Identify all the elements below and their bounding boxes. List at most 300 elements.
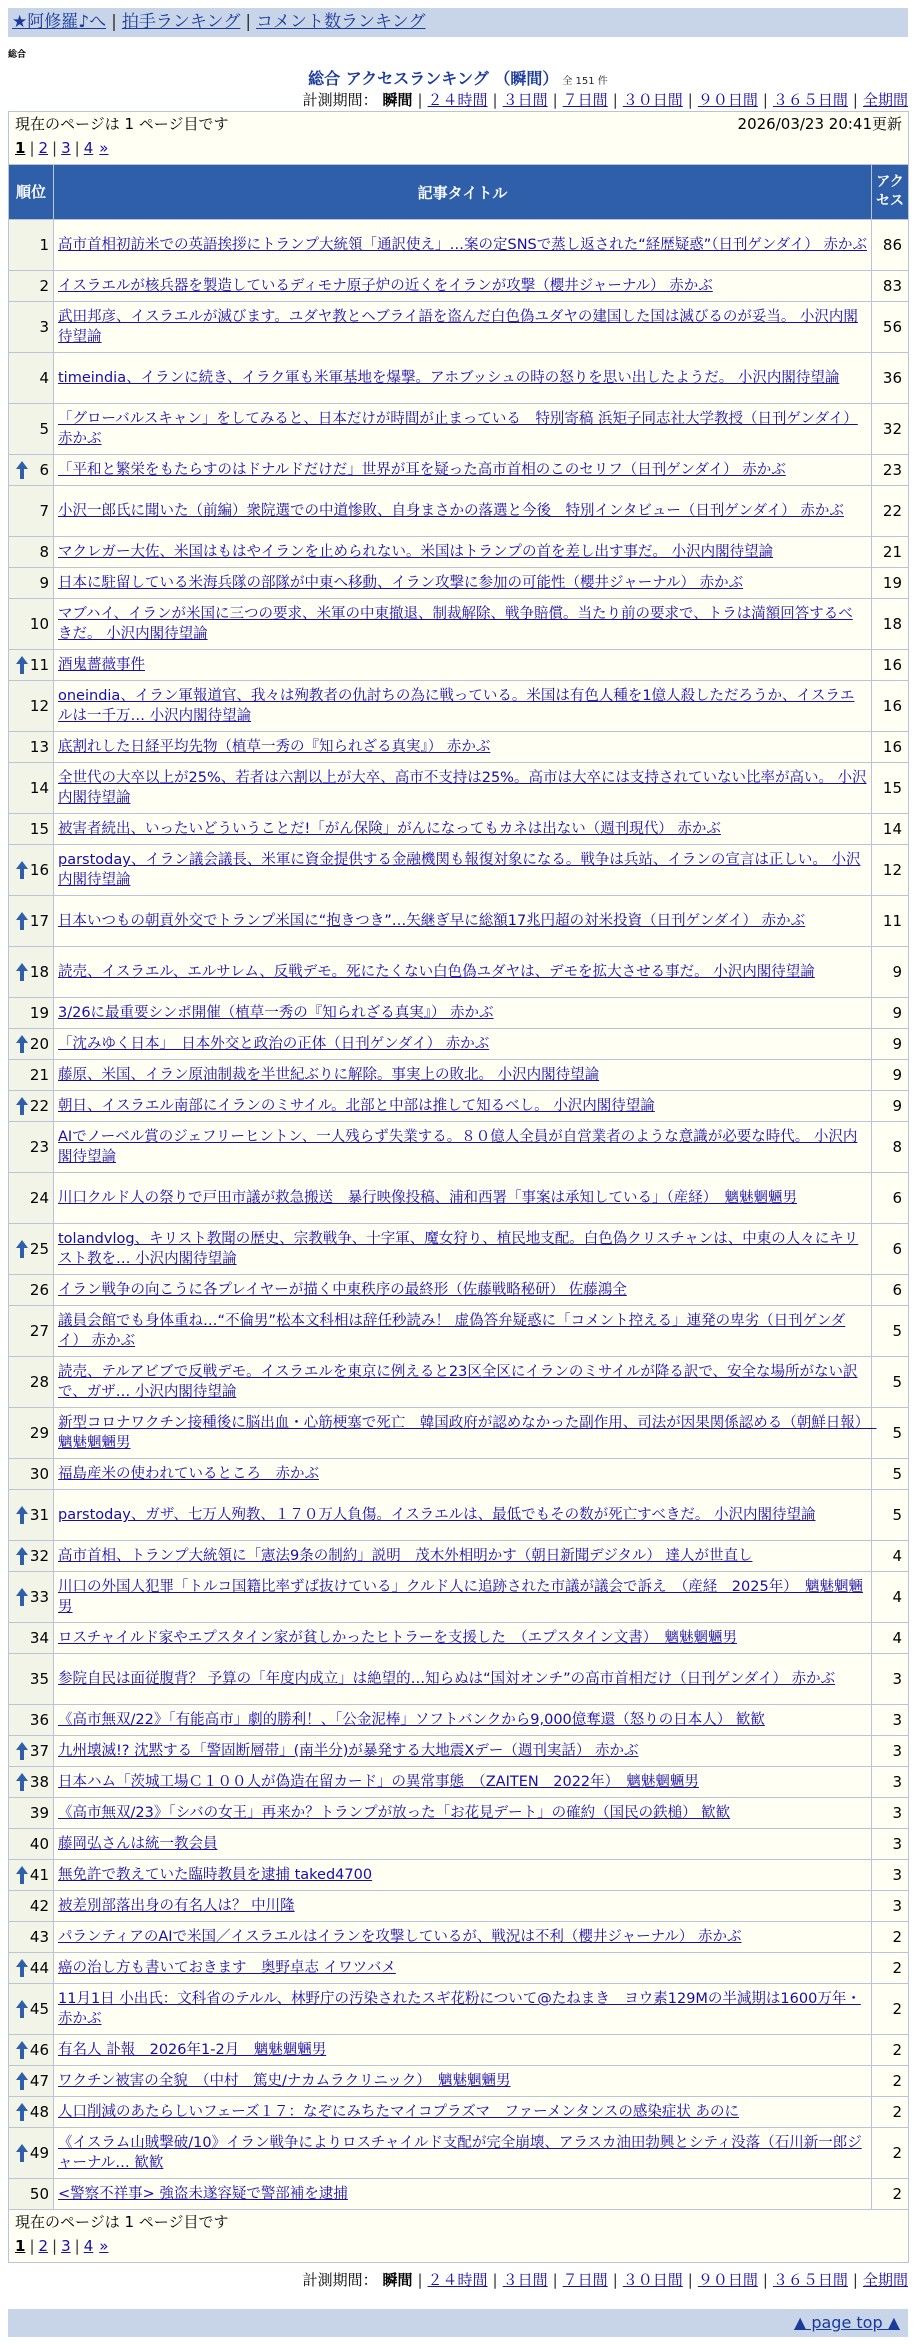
nav-separator: |: [245, 12, 252, 32]
table-row: [9, 1623, 909, 1654]
page-link[interactable]: 3: [61, 139, 71, 157]
table-row: [9, 404, 909, 455]
page-link[interactable]: 2: [38, 139, 49, 157]
rank-cell: [9, 1860, 54, 1891]
article-link[interactable]: 《高市無双/23》「シバの女王」再来か？トランプが放った「お花見デート」の確約（国民の鉄槌） 歓歓: [58, 1805, 731, 1821]
access-count: 9: [872, 1060, 909, 1091]
pager-separator: |: [52, 2237, 58, 2255]
access-count: 5: [872, 1490, 909, 1541]
access-count: 8: [872, 1122, 909, 1173]
rank-cell: [9, 1459, 54, 1490]
table-row: [9, 302, 909, 353]
rank-number: 8: [39, 543, 49, 561]
access-count: 2: [872, 1953, 909, 1984]
title-cell: [54, 2066, 872, 2097]
access-count: 3: [872, 1860, 909, 1891]
article-link[interactable]: 癌の治し方も書いておきます 奥野卓志 イワツバメ: [58, 1960, 396, 1976]
title-cell: [54, 220, 872, 271]
rank-number: 1: [39, 236, 49, 254]
access-count: 5: [872, 1357, 909, 1408]
article-link[interactable]: 議員会館でも身体重ね…“不倫男”松本文科相は辞任秒読み！ 虚偽答弁疑惑に「コメント控える」連発の卑劣（日刊ゲンダイ） 赤かぶ: [58, 1313, 846, 1349]
table-row: [9, 455, 909, 486]
table-header: [9, 165, 909, 220]
access-count: 2: [872, 1922, 909, 1953]
access-count: 15: [872, 763, 909, 814]
article-link[interactable]: AIでノーベル賞のジェフリーヒントン、一人残らず失業する。８０億人全員が自営業者のような意識が必要な時代。 小沢内閣待望論: [58, 1129, 858, 1165]
title-cell: [54, 1623, 872, 1654]
updated-time: 2026/03/23 20:41更新: [737, 115, 902, 133]
period-option[interactable]: ３０日間: [622, 91, 683, 109]
article-link[interactable]: 11月1日 小出氏：文科省のテルル、林野庁の汚染されたスギ花粉について@たねまき ヨウ素129Mの半減期は1600万年・ 赤かぶ: [58, 1991, 861, 2027]
title-cell: [54, 1891, 872, 1922]
article-link[interactable]: 川口クルド人の祭りで戸田市議が救急搬送 暴行映像投稿、浦和西署「事案は承知している」（産経） 魑魅魍魎男: [58, 1190, 798, 1206]
table-row: [9, 220, 909, 271]
page-link[interactable]: 2: [38, 2237, 49, 2255]
access-count: 6: [872, 1173, 909, 1224]
footer-bar: [8, 2309, 908, 2337]
article-link[interactable]: 全世代の大卒以上が25%、若者は六割以上が大卒、高市不支持は25%。高市は大卒には支持されていない比率が高い。 小沢内閣待望論: [58, 770, 867, 806]
rank-number: 40: [29, 1835, 49, 1853]
table-row: [9, 896, 909, 947]
article-link[interactable]: パランティアのAIで米国／イスラエルはイランを攻撃しているが、戦況は不利（櫻井ジャーナル） 赤かぶ: [58, 1929, 742, 1945]
pagination: [15, 2236, 902, 2256]
title-cell: [54, 1541, 872, 1572]
article-link[interactable]: parstoday、イラン議会議長、米軍に資金提供する金融機関も報復対象になる。戦争は兵站、イランの宣言は正しい。 小沢内閣待望論: [58, 852, 861, 888]
article-link[interactable]: 被害者続出、いったいどういうことだ!「がん保険」がんになってもカネは出ない（週刊現代） 赤かぶ: [58, 821, 721, 837]
article-link[interactable]: 「沈みゆく日本」 日本外交と政治の正体（日刊ゲンダイ） 赤かぶ: [58, 1036, 490, 1052]
period-option[interactable]: ７日間: [562, 2271, 608, 2289]
pager-cell: [9, 2210, 909, 2263]
period-option[interactable]: ３６５日間: [772, 91, 848, 109]
rank-number: 35: [29, 1670, 49, 1688]
title-cell: [54, 1798, 872, 1829]
title-cell: [54, 404, 872, 455]
period-option[interactable]: ２４時間: [427, 2271, 488, 2289]
rank-up-arrow-icon: [16, 2072, 28, 2090]
article-link[interactable]: oneindia、イラン軍報道官、我々は殉教者の仇討ちの為に戦っている。米国は有色人種を1億人殺しただろうか、イスラエルは一千万… 小沢内閣待望論: [58, 688, 855, 724]
article-link[interactable]: マブハイ、イランが米国に三つの要求、米軍の中東撤退、制裁解除、戦争賠償。当たり前の要求で、トラは満額回答するべきだ。 小沢内閣待望論: [58, 606, 853, 642]
title-cell: [54, 845, 872, 896]
article-link[interactable]: イスラエルが核兵器を製造しているディモナ原子炉の近くをイランが攻撃（櫻井ジャーナル） 赤かぶ: [58, 278, 713, 294]
article-link[interactable]: 「平和と繁栄をもたらすのはドナルドだけだ」世界が耳を疑った高市首相のこのセリフ（日刊ゲンダイ） 赤かぶ: [58, 462, 786, 478]
rank-cell: [9, 1798, 54, 1829]
rank-number: 7: [39, 502, 49, 520]
article-link[interactable]: timeindia、イランに続き、イラク軍も米軍基地を爆撃。アホブッシュの時の怒りを思い出したようだ。 小沢内閣待望論: [58, 370, 840, 386]
table-row: [9, 537, 909, 568]
period-list: [382, 91, 908, 109]
table-row: [9, 1459, 909, 1490]
title-cell: [54, 1767, 872, 1798]
rank-up-arrow-icon: [16, 1506, 28, 1524]
rank-number: 44: [29, 1959, 49, 1977]
access-count: 3: [872, 1654, 909, 1705]
page-link[interactable]: 3: [61, 2237, 71, 2255]
period-option[interactable]: ３日間: [502, 91, 548, 109]
article-link[interactable]: 被差別部落出身の有名人は？ 中川隆: [58, 1898, 295, 1914]
rank-cell: [9, 1357, 54, 1408]
rank-number: 32: [29, 1547, 49, 1565]
article-link[interactable]: ワクチン被害の全貌 （中村 篤史/ナカムラクリニック） 魑魅魍魎男: [58, 2073, 511, 2089]
article-link[interactable]: 日本に駐留している米海兵隊の部隊が中東へ移動、イラン攻撃に参加の可能性（櫻井ジャーナル） 赤かぶ: [58, 575, 744, 591]
title-cell: [54, 486, 872, 537]
rank-cell: [9, 1572, 54, 1623]
table-row: [9, 271, 909, 302]
title-cell: [54, 1306, 872, 1357]
table-row: [9, 681, 909, 732]
rank-number: 46: [29, 2041, 49, 2059]
access-count: 12: [872, 845, 909, 896]
table-row: [9, 998, 909, 1029]
period-selector-top: [8, 89, 908, 111]
access-count: 56: [872, 302, 909, 353]
rank-cell: [9, 1891, 54, 1922]
table-row: [9, 1891, 909, 1922]
article-link[interactable]: <警察不祥事> 強盗未遂容疑で警部補を逮捕: [58, 2186, 348, 2202]
rank-cell: [9, 1623, 54, 1654]
page-link[interactable]: 4: [83, 139, 94, 157]
table-row: [9, 486, 909, 537]
title-cell: [54, 896, 872, 947]
rank-cell: [9, 302, 54, 353]
rank-number: 27: [29, 1322, 49, 1340]
ranking-title: 総合 アクセスランキング （瞬間）: [308, 69, 559, 88]
access-count: 4: [872, 1541, 909, 1572]
article-link[interactable]: 有名人 訃報 2026年1-2月 魑魅魍魎男: [58, 2042, 327, 2058]
article-link[interactable]: 《高市無双/22》「有能高市」劇的勝利！、「公金泥棒」ソフトバンクから9,000億奪還（怒りの日本人） 歓歓: [58, 1712, 765, 1728]
title-cell: [54, 1829, 872, 1860]
access-count: 3: [872, 1891, 909, 1922]
period-option[interactable]: ７日間: [562, 91, 608, 109]
rank-cell: [9, 1408, 54, 1459]
rank-cell: [9, 1306, 54, 1357]
period-option[interactable]: ３６５日間: [772, 2271, 848, 2289]
period-separator: |: [852, 2271, 858, 2289]
table-row: [9, 1029, 909, 1060]
article-link[interactable]: 3/26に最重要シンポ開催（植草一秀の『知られざる真実』） 赤かぶ: [58, 1005, 494, 1021]
table-row: [9, 732, 909, 763]
pager-row-top: [9, 112, 909, 165]
table-row: [9, 1173, 909, 1224]
access-column-header: アクセス: [872, 165, 909, 220]
rank-cell: [9, 486, 54, 537]
table-row: [9, 1408, 909, 1459]
pager-separator: |: [29, 139, 35, 157]
rank-number: 4: [39, 369, 49, 387]
rank-number: 23: [29, 1138, 49, 1156]
rank-up-arrow-icon: [16, 2103, 28, 2121]
rank-up-arrow-icon: [16, 1097, 28, 1115]
rank-cell: [9, 1060, 54, 1091]
title-cell: [54, 732, 872, 763]
title-cell: [54, 1173, 872, 1224]
rank-number: 18: [29, 963, 49, 981]
title-cell: [54, 271, 872, 302]
title-cell: [54, 650, 872, 681]
table-row: [9, 1705, 909, 1736]
rank-up-arrow-icon: [16, 1866, 28, 1884]
access-count: 18: [872, 599, 909, 650]
period-separator: |: [762, 91, 768, 109]
title-cell: [54, 1860, 872, 1891]
article-link[interactable]: 読売、テルアビブで反戦デモ。イスラエルを東京に例えると23区全区にイランのミサイルが降る訳で、安全な場所がない訳で、ガザ… 小沢内閣待望論: [58, 1364, 858, 1400]
table-row: [9, 599, 909, 650]
title-cell: [54, 1459, 872, 1490]
pager-separator: |: [74, 2237, 80, 2255]
rank-number: 24: [29, 1189, 49, 1207]
rank-cell: [9, 2066, 54, 2097]
page-link[interactable]: 4: [83, 2237, 94, 2255]
rank-number: 37: [29, 1742, 49, 1760]
period-separator: |: [852, 91, 858, 109]
article-link[interactable]: ロスチャイルド家やエプスタイン家が貧しかったヒトラーを支援した （エプスタイン文書） 魑魅魍魎男: [58, 1630, 738, 1646]
article-link[interactable]: parstoday、ガザ、七万人殉教、１７０万人負傷。イスラエルは、最低でもその数が死亡すべきだ。 小沢内閣待望論: [58, 1507, 816, 1523]
table-row: [9, 1122, 909, 1173]
period-option[interactable]: ９０日間: [697, 91, 758, 109]
rank-cell: [9, 271, 54, 302]
article-link[interactable]: 「グローバルスキャン」をしてみると、日本だけが時間が止まっている 特別寄稿 浜矩子同志社大学教授（日刊ゲンダイ） 赤かぶ: [58, 411, 858, 447]
article-link[interactable]: 日本ハム「茨城工場Ｃ１００人が偽造在留カード」の異常事態 （ZAITEN 2022年） 魑魅魍魎男: [58, 1774, 699, 1790]
table-row: [9, 1541, 909, 1572]
rank-number: 6: [39, 461, 49, 479]
rank-up-arrow-icon: [16, 1773, 28, 1791]
rank-up-arrow-icon: [16, 656, 28, 674]
article-link[interactable]: 高市首相、トランプ大統領に「憲法9条の制約」説明 茂木外相明かす（朝日新聞デジタル） 達人が世直し: [58, 1548, 753, 1564]
rank-cell: [9, 1490, 54, 1541]
rank-cell: [9, 2128, 54, 2179]
clap-ranking-link[interactable]: 拍手ランキング: [121, 12, 241, 32]
title-cell: [54, 763, 872, 814]
rank-number: 50: [29, 2185, 49, 2203]
next-page-link[interactable]: »: [99, 139, 109, 157]
rank-number: 26: [29, 1281, 49, 1299]
rank-number: 9: [39, 574, 49, 592]
current-page-text: 現在のページは 1 ページ目です: [15, 2213, 229, 2231]
article-link[interactable]: 日本いつもの朝貢外交でトランプ米国に“抱きつき”…矢継ぎ早に総額17兆円超の対米投資（日刊ゲンダイ） 赤かぶ: [58, 913, 806, 929]
table-row: [9, 1091, 909, 1122]
period-option[interactable]: ２４時間: [427, 91, 488, 109]
rank-up-arrow-icon: [16, 963, 28, 981]
article-link[interactable]: 読売、イスラエル、エルサレム、反戦デモ。死にたくない白色偽ユダヤは、デモを拡大させる事だ。 小沢内閣待望論: [58, 964, 815, 980]
title-cell: [54, 302, 872, 353]
period-selector-bottom: [8, 2269, 908, 2291]
article-link[interactable]: 武田邦彦、イスラエルが滅びます。ユダヤ教とヘブライ語を盗んだ白色偽ユダヤの建国した国は滅びるのが妥当。 小沢内閣待望論: [58, 309, 858, 345]
rank-up-arrow-icon: [16, 912, 28, 930]
article-link[interactable]: マクレガー大佐、米国はもはやイランを止められない。米国はトランプの首を差し出す事だ。 小沢内閣待望論: [58, 544, 774, 560]
article-link[interactable]: 高市首相初訪米での英語挨拶にトランプ大統領「通訳使え」…案の定SNSで蒸し返された“経歴疑惑”（日刊ゲンダイ） 赤かぶ: [58, 237, 867, 253]
rank-cell: [9, 1736, 54, 1767]
title-cell: [54, 998, 872, 1029]
article-link[interactable]: イラン戦争の向こうに各プレイヤーが描く中東秩序の最終形（佐藤戦略秘研） 佐藤鴻全: [58, 1282, 627, 1298]
access-count: 2: [872, 2128, 909, 2179]
access-count: 9: [872, 1029, 909, 1060]
rank-cell: [9, 681, 54, 732]
period-option[interactable]: ３０日間: [622, 2271, 683, 2289]
access-count: 23: [872, 455, 909, 486]
rank-cell: [9, 1541, 54, 1572]
table-row: [9, 2066, 909, 2097]
table-row: [9, 1860, 909, 1891]
period-separator: |: [612, 91, 618, 109]
period-option[interactable]: ９０日間: [697, 2271, 758, 2289]
rank-number: 19: [29, 1004, 49, 1022]
article-link[interactable]: 人口削減のあたらしいフェーズ１７：なぞにみちたマイコプラズマ ファーメンタンスの感染症状 あのに: [58, 2104, 740, 2120]
period-list: [382, 2271, 908, 2289]
access-count: 3: [872, 1767, 909, 1798]
rank-up-arrow-icon: [16, 2144, 28, 2162]
access-count: 16: [872, 681, 909, 732]
article-link[interactable]: 無免許で教えていた臨時教員を逮捕 taked4700: [58, 1867, 373, 1883]
title-cell: [54, 1060, 872, 1091]
ranking-table: [8, 111, 909, 2263]
title-cell: [54, 1572, 872, 1623]
period-option[interactable]: 全期間: [862, 2271, 908, 2289]
access-count: 4: [872, 1572, 909, 1623]
access-count: 9: [872, 1091, 909, 1122]
rank-up-arrow-icon: [16, 2041, 28, 2059]
rank-cell: [9, 1122, 54, 1173]
title-cell: [54, 947, 872, 998]
next-page-link[interactable]: »: [99, 2237, 109, 2255]
rank-up-arrow-icon: [16, 861, 28, 879]
title-cell: [54, 1091, 872, 1122]
period-separator: |: [417, 91, 423, 109]
rank-cell: [9, 2035, 54, 2066]
table-row: [9, 2128, 909, 2179]
title-cell: [54, 1654, 872, 1705]
title-cell: [54, 1984, 872, 2035]
table-row: [9, 1060, 909, 1091]
table-row: [9, 1922, 909, 1953]
article-link[interactable]: 《イスラム山賊撃破/10》イラン戦争によりロスチャイルド支配が完全崩壊、アラスカ油田勃興とシティ没落（石川新一郎ジャーナル… 歓歓: [58, 2135, 862, 2171]
access-count: 2: [872, 2066, 909, 2097]
rank-cell: [9, 998, 54, 1029]
table-row: [9, 1357, 909, 1408]
period-separator: |: [762, 2271, 768, 2289]
access-count: 2: [872, 2097, 909, 2128]
access-count: 9: [872, 947, 909, 998]
page-top-link[interactable]: ▲ page top ▲: [793, 2313, 900, 2332]
access-count: 3: [872, 1736, 909, 1767]
article-link[interactable]: 藤岡弘さんは統一教会員: [58, 1836, 218, 1852]
rank-up-arrow-icon: [16, 1588, 28, 1606]
rank-number: 25: [29, 1240, 49, 1258]
period-option[interactable]: 全期間: [862, 91, 908, 109]
rank-number: 47: [29, 2072, 49, 2090]
rank-number: 45: [29, 2000, 49, 2018]
rank-number: 28: [29, 1373, 49, 1391]
rank-cell: [9, 1275, 54, 1306]
table-row: [9, 568, 909, 599]
title-cell: [54, 353, 872, 404]
access-count: 16: [872, 732, 909, 763]
period-option[interactable]: ３日間: [502, 2271, 548, 2289]
table-row: [9, 1572, 909, 1623]
article-link[interactable]: 小沢一郎氏に聞いた（前編）衆院選での中道惨敗、自身まさかの落選と今後 特別インタビュー（日刊ゲンダイ） 赤かぶ: [58, 503, 844, 519]
access-count: 9: [872, 998, 909, 1029]
rank-number: 17: [29, 912, 49, 930]
table-row: [9, 1953, 909, 1984]
access-count: 21: [872, 537, 909, 568]
rank-number: 3: [39, 318, 49, 336]
article-link[interactable]: 参院自民は面従腹背？ 予算の「年度内成立」は絶望的…知らぬは“国対オンチ”の高市首相だけ（日刊ゲンダイ） 赤かぶ: [58, 1671, 836, 1687]
table-row: [9, 353, 909, 404]
home-link[interactable]: ★阿修羅♪へ: [12, 12, 107, 32]
page-title: [8, 68, 908, 89]
category-tag: 総合: [8, 50, 27, 60]
period-label: 計測期間：: [302, 2271, 378, 2289]
table-row: [9, 1306, 909, 1357]
rank-cell: [9, 568, 54, 599]
rank-cell: [9, 2179, 54, 2210]
rank-cell: [9, 537, 54, 568]
rank-number: 14: [29, 779, 49, 797]
table-row: [9, 1736, 909, 1767]
period-separator: |: [612, 2271, 618, 2289]
access-count: 5: [872, 1408, 909, 1459]
rank-up-arrow-icon: [16, 1959, 28, 1977]
comment-ranking-link[interactable]: コメント数ランキング: [256, 12, 426, 32]
rank-cell: [9, 650, 54, 681]
rank-number: 36: [29, 1711, 49, 1729]
title-cell: [54, 1029, 872, 1060]
rank-cell: [9, 1654, 54, 1705]
rank-up-arrow-icon: [16, 1035, 28, 1053]
article-link[interactable]: 藤原、米国、イラン原油制裁を半世紀ぶりに解除。事実上の敗北。 小沢内閣待望論: [58, 1067, 600, 1083]
access-count: 11: [872, 896, 909, 947]
rank-up-arrow-icon: [16, 461, 28, 479]
period-separator: |: [492, 2271, 498, 2289]
title-cell: [54, 814, 872, 845]
title-cell: [54, 1922, 872, 1953]
article-link[interactable]: 酒鬼薔薇事件: [58, 657, 145, 673]
nav-separator: |: [111, 12, 117, 32]
access-count: 86: [872, 220, 909, 271]
period-separator: |: [552, 2271, 558, 2289]
article-link[interactable]: 福島産米の使われているところ 赤かぶ: [58, 1466, 319, 1482]
top-nav-bar: [8, 8, 908, 37]
article-link[interactable]: 川口の外国人犯罪「トルコ国籍比率ずば抜けている」クルド人に追跡された市議が議会で訴え （産経 2025年） 魑魅魍魎男: [58, 1579, 863, 1615]
title-cell: [54, 1953, 872, 1984]
title-cell: [54, 568, 872, 599]
article-link[interactable]: 底割れした日経平均先物（植草一秀の『知られざる真実』） 赤かぶ: [58, 739, 491, 755]
title-cell: [54, 1122, 872, 1173]
article-link[interactable]: tolandvlog、キリスト教聞の歴史、宗教戦争、十字軍、魔女狩り、植民地支配。白色偽クリスチャンは、中東の人々にキリスト教を… 小沢内閣待望論: [58, 1231, 859, 1267]
access-count: 3: [872, 1829, 909, 1860]
access-count: 5: [872, 1306, 909, 1357]
rank-number: 34: [29, 1629, 49, 1647]
table-row: [9, 2097, 909, 2128]
rank-up-arrow-icon: [16, 1547, 28, 1565]
rank-number: 15: [29, 820, 49, 838]
article-link[interactable]: 朝日、イスラエル南部にイランのミサイル。北部と中部は推して知るべし。 小沢内閣待望論: [58, 1098, 655, 1114]
table-row: [9, 1654, 909, 1705]
rank-cell: [9, 1029, 54, 1060]
access-count: 3: [872, 1798, 909, 1829]
article-link[interactable]: 新型コロナワクチン接種後に脳出血・心筋梗塞で死亡 韓国政府が認めなかった副作用、司法が因果関係認める（朝鮮日報） 魑魅魍魎男: [58, 1415, 877, 1451]
rank-up-arrow-icon: [16, 1742, 28, 1760]
rank-cell: [9, 599, 54, 650]
table-row: [9, 650, 909, 681]
pager-cell: [9, 112, 909, 165]
rank-number: 22: [29, 1097, 49, 1115]
title-cell: [54, 455, 872, 486]
rank-number: 2: [39, 277, 49, 295]
rank-number: 30: [29, 1465, 49, 1483]
table-row: [9, 845, 909, 896]
access-count: 22: [872, 486, 909, 537]
table-row: [9, 1829, 909, 1860]
article-link[interactable]: 九州壊滅!? 沈黙する「警固断層帯」(南半分)が暴発する大地震Xデー（週刊実話） 赤かぶ: [58, 1743, 639, 1759]
